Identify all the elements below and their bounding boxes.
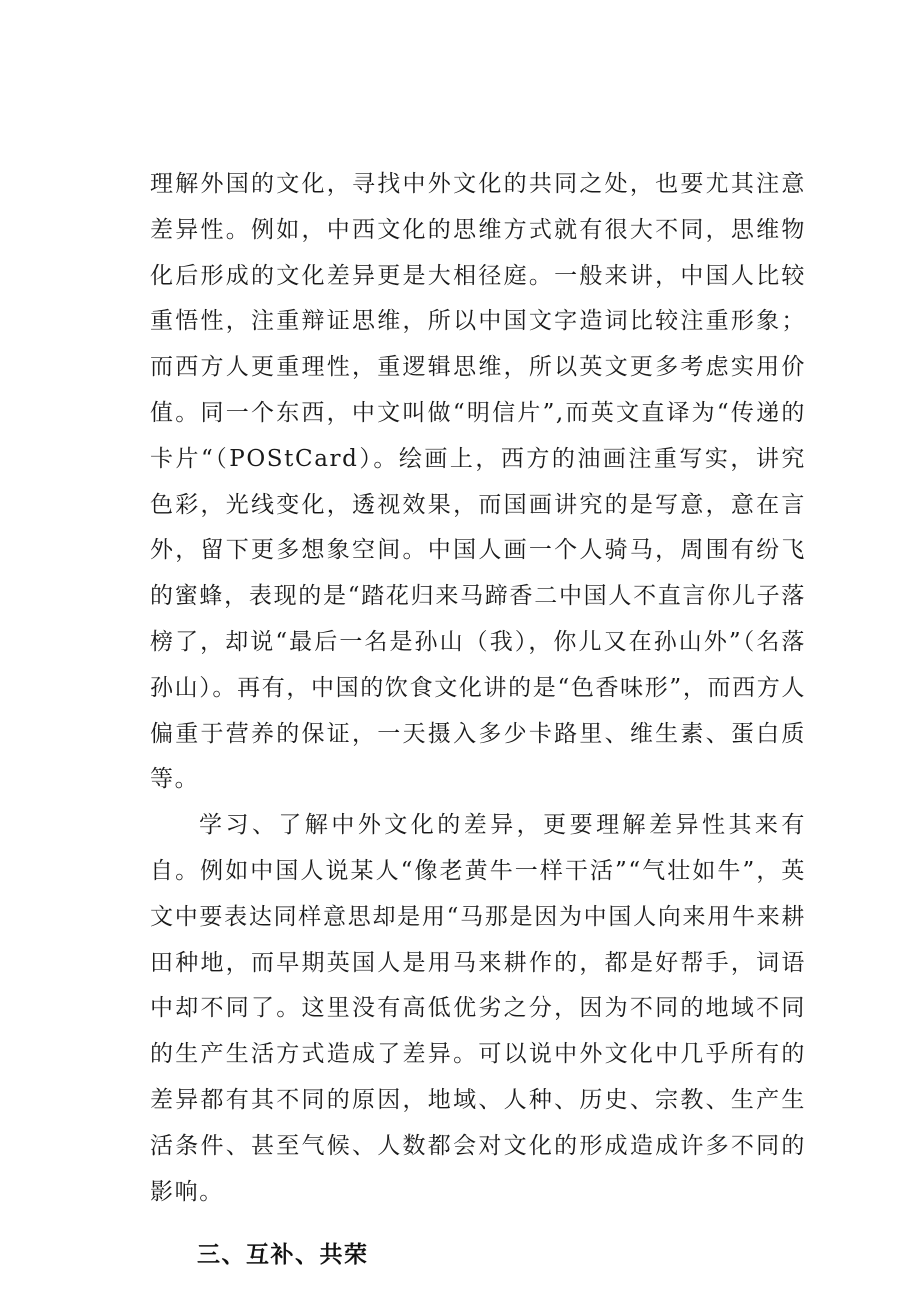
document-body	[150, 162, 806, 1278]
section-heading: 三、互补、共荣	[197, 1242, 369, 1269]
paragraph-cultural-differences: 理解外国的文化，寻找中外文化的共同之处，也要尤其注意差异性。例如，中西文化的思维方式就有很大不同，思维物化后形成的文化差异更是大相径庭。一般来讲，中国人比较重悟性，注重辩证思维，所以中国文字造词比较注重形象；而西方人更重理性，重逻辑思维，所以英文更多考虑实用价值。同一个东西，中文叫做“明信片”,而英文直译为“传递的卡片“（POStCard）。绘画上，西方的油画注重写实，讲究色彩，光线变化，透视效果，而国画讲究的是写意，意在言外，留下更多想象空间。中国人画一个人骑马，周围有纷飞的蜜蜂，表现的是“踏花归来马蹄香二中国人不直言你儿子落榜了，却说“最后一名是孙山（我），你儿又在孙山外”（名落孙山）。再有，中国的饮食文化讲的是“色香味形”，而西方人偏重于营养的保证，一天摄入多少卡路里、维生素、蛋白质等。	[150, 171, 806, 793]
paragraph-origins-of-difference: 学习、了解中外文化的差异，更要理解差异性其来有自。例如中国人说某人“像老黄牛一样干活”“气壮如牛”，英文中要表达同样意思却是用“马那是因为中国人向来用牛来耕田种地，而早期英国人是用马来耕作的，都是好帮手，词语中却不同了。这里没有高低优劣之分，因为不同的地域不同的生产生活方式造成了差异。可以说中外文化中几乎所有的差异都有其不同的原因，地域、人种、历史、宗教、生产生活条件、甚至气候、人数都会对文化的形成造成许多不同的影响。	[150, 812, 806, 1205]
